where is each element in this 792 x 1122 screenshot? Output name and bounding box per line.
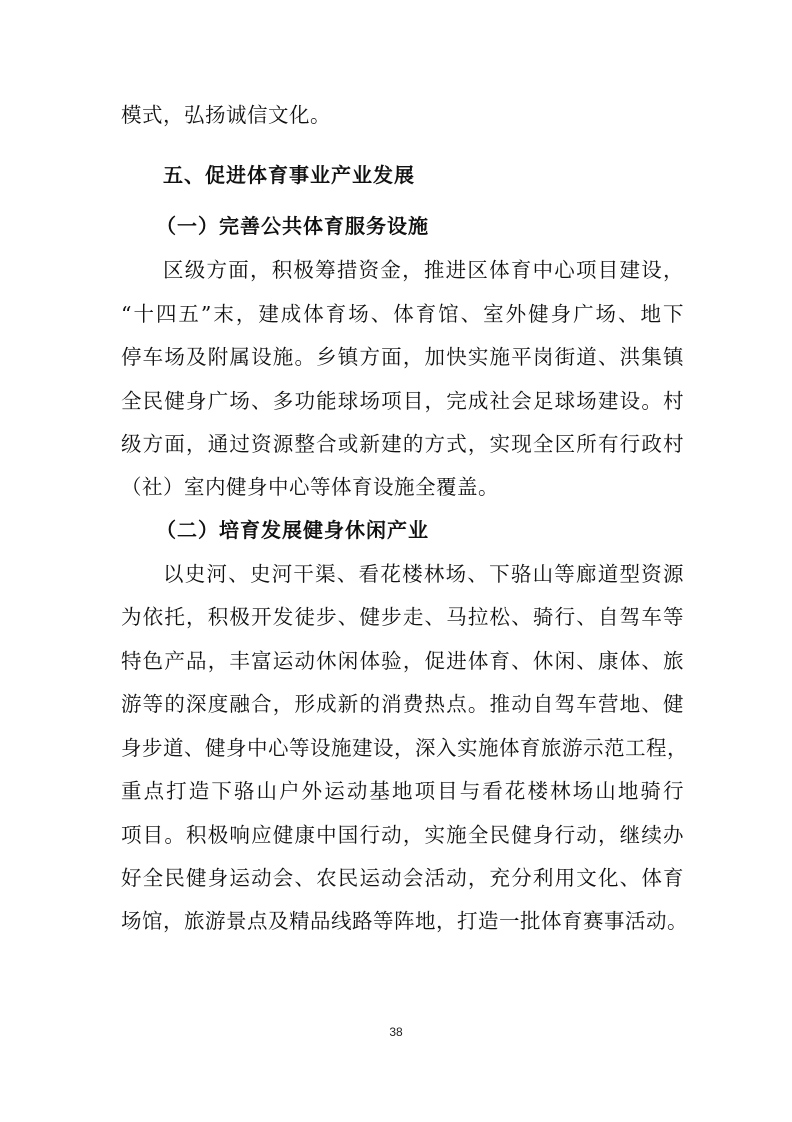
- paragraph-2-line-4: 游等的深度融合，形成新的消费热点。推动自驾车营地、健: [121, 692, 684, 716]
- paragraph-2-line-2: 为依托，积极开发徒步、健步走、马拉松、骑行、自驾车等: [121, 605, 684, 629]
- subsection-heading-1: （一）完善公共体育服务设施: [156, 214, 429, 238]
- paragraph-1-line-1: 区级方面，积极筹措资金，推进区体育中心项目建设，: [163, 258, 684, 282]
- paragraph-1-line-3: 停车场及附属设施。乡镇方面，加快实施平岗街道、洪集镇: [121, 345, 684, 369]
- paragraph-2-line-5: 身步道、健身中心等设施建设，深入实施体育旅游示范工程，: [121, 736, 688, 760]
- section-heading: 五、促进体育事业产业发展: [163, 163, 415, 187]
- paragraph-continuation-line: 模式，弘扬诚信文化。: [121, 103, 331, 127]
- paragraph-1-line-4: 全民健身广场、多功能球场项目，完成社会足球场建设。村: [121, 389, 684, 413]
- paragraph-2-line-9: 场馆，旅游景点及精品线路等阵地，打造一批体育赛事活动。: [121, 909, 688, 933]
- paragraph-1-line-6: （社）室内健身中心等体育设施全覆盖。: [121, 475, 499, 499]
- paragraph-2-line-7: 项目。积极响应健康中国行动，实施全民健身行动，继续办: [121, 823, 684, 847]
- paragraph-2-line-1: 以史河、史河干渠、看花楼林场、下骆山等廊道型资源: [163, 562, 684, 586]
- paragraph-2-line-3: 特色产品，丰富运动休闲体验，促进体育、休闲、康体、旅: [121, 649, 684, 673]
- paragraph-1-line-5: 级方面，通过资源整合或新建的方式，实现全区所有行政村: [121, 432, 684, 456]
- page-number: 38: [389, 1025, 403, 1039]
- paragraph-1-line-2: “十四五”末，建成体育场、体育馆、室外健身广场、地下: [121, 302, 684, 326]
- paragraph-2-line-6: 重点打造下骆山户外运动基地项目与看花楼林场山地骑行: [121, 779, 684, 803]
- subsection-heading-2: （二）培育发展健身休闲产业: [156, 518, 429, 542]
- paragraph-2-line-8: 好全民健身运动会、农民运动会活动，充分利用文化、体育: [121, 866, 684, 890]
